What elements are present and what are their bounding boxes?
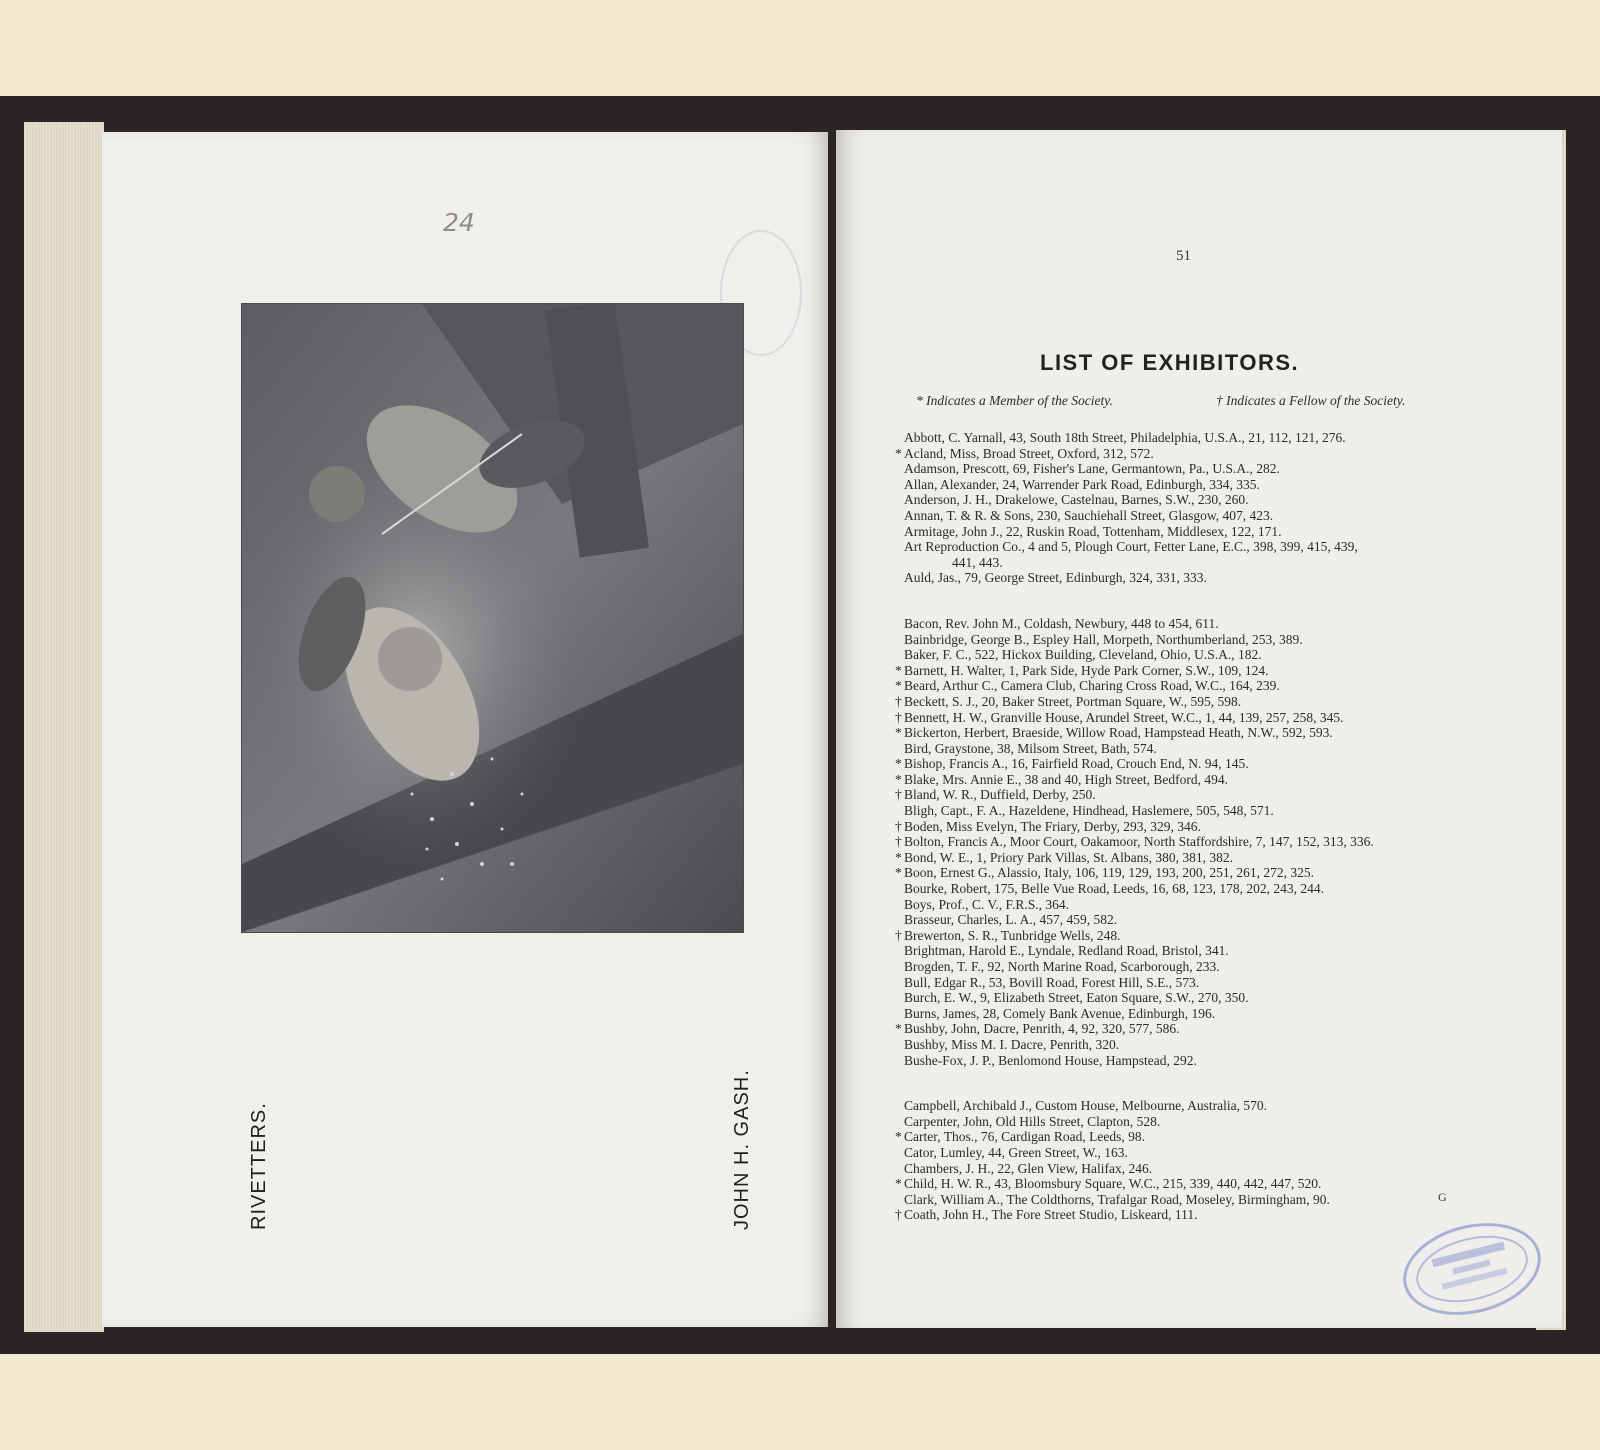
entry-text: Acland, Miss, Broad Street, Oxford, 312, 572.: [904, 445, 1154, 461]
exhibitor-entry: [895, 693, 1504, 710]
exhibitor-entry: [904, 524, 1504, 540]
exhibitor-entry: [904, 1037, 1504, 1053]
exhibitor-entry: [904, 570, 1504, 586]
exhibitor-entry: [895, 678, 1504, 694]
exhibitor-group-c: [895, 1098, 1504, 1223]
entry-text: Campbell, Archibald J., Custom House, Melbourne, Australia, 570.: [904, 1098, 1267, 1114]
entry-text: Brightman, Harold E., Lyndale, Redland Road, Bristol, 341.: [904, 943, 1229, 959]
exhibitor-entry: [904, 959, 1504, 975]
entry-text: Bligh, Capt., F. A., Hazeldene, Hindhead, Haslemere, 505, 548, 571.: [904, 803, 1274, 819]
exhibitor-entry: [904, 803, 1504, 819]
exhibitor-entry: [904, 539, 1504, 555]
entry-mark: *: [895, 725, 902, 741]
exhibitor-entry: [904, 943, 1504, 959]
entry-text: Bennett, H. W., Granville House, Arundel Street, W.C., 1, 44, 139, 257, 258, 345.: [904, 709, 1344, 725]
entry-mark: *: [895, 849, 902, 865]
entry-mark: †: [895, 693, 902, 709]
exhibitor-entry: [895, 445, 1504, 462]
entry-continuation: 441, 443.: [952, 554, 1003, 570]
exhibitor-entry: [895, 1207, 1504, 1223]
entry-text: Barnett, H. Walter, 1, Park Side, Hyde Park Corner, S.W., 109, 124.: [904, 662, 1269, 678]
handwritten-page-number: 24: [443, 208, 475, 237]
entry-mark: †: [895, 787, 902, 803]
exhibitor-entry: [895, 771, 1504, 788]
entry-text: Bainbridge, George B., Espley Hall, Morpeth, Northumberland, 253, 389.: [904, 631, 1303, 647]
exhibitor-entry: [895, 662, 1504, 679]
entry-text: Brogden, T. F., 92, North Marine Road, Scarborough, 233.: [904, 959, 1220, 974]
entry-mark: *: [895, 1176, 902, 1192]
entry-text: Carpenter, John, Old Hills Street, Clapton, 528.: [904, 1113, 1161, 1129]
plate-photograph: [241, 303, 744, 933]
entry-text: Bishop, Francis A., 16, Fairfield Road, Crouch End, N. 94, 145.: [904, 756, 1249, 772]
entry-mark: †: [895, 709, 902, 725]
entry-text: Bull, Edgar R., 53, Bovill Road, Forest Hill, S.E., 573.: [904, 974, 1200, 990]
entry-text: Allan, Alexander, 24, Warrender Park Road, Edinburgh, 334, 335.: [904, 476, 1260, 492]
entry-text: Burns, James, 28, Comely Bank Avenue, Edinburgh, 196.: [904, 1005, 1216, 1021]
exhibitor-entry: [895, 709, 1504, 726]
exhibitor-entry: [904, 1114, 1504, 1130]
entry-mark: †: [895, 834, 902, 850]
exhibitor-entry: [904, 477, 1504, 493]
exhibitor-entry: [904, 975, 1504, 991]
entry-mark: *: [895, 756, 902, 772]
entry-text: Boon, Ernest G., Alassio, Italy, 106, 119, 129, 193, 200, 251, 261, 272, 325.: [904, 865, 1314, 881]
entry-text: Bacon, Rev. John M., Coldash, Newbury, 448 to 454, 611.: [904, 615, 1219, 631]
entry-text: Bond, W. E., 1, Priory Park Villas, St. Albans, 380, 381, 382.: [904, 849, 1233, 865]
exhibitor-list: [895, 430, 1504, 1223]
entry-text: Baker, F. C., 522, Hickox Building, Cleveland, Ohio, U.S.A., 182.: [904, 647, 1262, 663]
exhibitor-entry: [904, 741, 1504, 757]
exhibitor-entry: [904, 1006, 1504, 1022]
entry-text: Bushe-Fox, J. P., Benlomond House, Hampstead, 292.: [904, 1052, 1197, 1068]
entry-mark: *: [895, 678, 902, 694]
entry-text: Brasseur, Charles, L. A., 457, 459, 582.: [904, 912, 1118, 928]
exhibitor-entry: [895, 756, 1504, 772]
plate-author: JOHN H. GASH.: [731, 1069, 753, 1230]
exhibitor-entry: [904, 990, 1504, 1006]
entry-mark: †: [895, 818, 902, 834]
exhibitor-entry: [904, 912, 1504, 928]
entry-text: Brewerton, S. R., Tunbridge Wells, 248.: [904, 927, 1121, 943]
entry-text: Bolton, Francis A., Moor Court, Oakamoor, North Staffordshire, 7, 147, 152, 313, 336.: [904, 834, 1374, 850]
exhibitor-entry: [895, 787, 1504, 803]
entry-text: Bickerton, Herbert, Braeside, Willow Road, Hampstead Heath, N.W., 592, 593.: [904, 725, 1333, 741]
exhibitor-entry: [904, 1053, 1504, 1069]
exhibitor-entry: [904, 492, 1504, 508]
legend-member: * Indicates a Member of the Society.: [916, 393, 1113, 408]
entry-text: Carter, Thos., 76, Cardigan Road, Leeds, 98.: [904, 1129, 1146, 1145]
entry-mark: *: [895, 1021, 902, 1037]
exhibitor-group-b: [895, 615, 1504, 1068]
exhibitor-entry: [895, 1176, 1504, 1192]
exhibitor-entry: [895, 1129, 1504, 1145]
page-edges-left: [24, 122, 104, 1332]
entry-text: Clark, William A., The Coldthorns, Trafalgar Road, Moseley, Birmingham, 90.: [904, 1191, 1330, 1207]
page-heading: LIST OF EXHIBITORS.: [1040, 350, 1300, 375]
exhibitor-entry: [904, 647, 1504, 663]
exhibitor-entry: [895, 834, 1504, 850]
entry-text: Blake, Mrs. Annie E., 38 and 40, High Street, Bedford, 494.: [904, 771, 1228, 787]
entry-text: Adamson, Prescott, 69, Fisher's Lane, Germantown, Pa., U.S.A., 282.: [904, 461, 1280, 477]
entry-mark: *: [895, 662, 902, 678]
entry-mark: *: [895, 445, 902, 461]
exhibitor-entry: [904, 881, 1504, 897]
entry-mark: *: [895, 1129, 902, 1145]
exhibitor-entry: [904, 508, 1504, 524]
entry-text: Bird, Graystone, 38, Milsom Street, Bath, 574.: [904, 740, 1157, 756]
legend-fellow: † Indicates a Fellow of the Society.: [1216, 393, 1406, 408]
exhibitor-entry: [904, 616, 1504, 632]
entry-mark: *: [895, 865, 902, 881]
entry-text: Boys, Prof., C. V., F.R.S., 364.: [904, 896, 1069, 912]
entry-mark: †: [895, 927, 902, 943]
entry-text: Annan, T. & R. & Sons, 230, Sauchiehall Street, Glasgow, 407, 423.: [904, 507, 1274, 523]
exhibitor-entry: [904, 1145, 1504, 1161]
exhibitor-entry: [904, 1192, 1504, 1208]
entry-text: Boden, Miss Evelyn, The Friary, Derby, 293, 329, 346.: [904, 818, 1201, 834]
exhibitor-group-a: [895, 430, 1504, 586]
exhibitor-entry: [904, 1098, 1504, 1114]
exhibitor-entry: [895, 818, 1504, 835]
entry-text: Abbott, C. Yarnall, 43, South 18th Street, Philadelphia, U.S.A., 21, 112, 121, 276.: [904, 430, 1346, 445]
exhibitor-entry: [895, 849, 1504, 866]
exhibitor-entry: [895, 1021, 1504, 1037]
entry-text: Chambers, J. H., 22, Glen View, Halifax, 246.: [904, 1160, 1153, 1176]
exhibitor-entry: [895, 865, 1504, 881]
signature-mark: G: [1438, 1190, 1447, 1204]
exhibitor-entry: [904, 632, 1504, 648]
entry-text: Armitage, John J., 22, Ruskin Road, Tottenham, Middlesex, 122, 171.: [904, 523, 1282, 539]
exhibitor-entry: [895, 725, 1504, 741]
exhibitor-entry: [904, 1161, 1504, 1177]
exhibitor-entry: [904, 461, 1504, 477]
entry-text: Bushby, John, Dacre, Penrith, 4, 92, 320, 577, 586.: [904, 1021, 1180, 1037]
entry-text: Anderson, J. H., Drakelowe, Castelnau, Barnes, S.W., 230, 260.: [904, 492, 1249, 508]
entry-text: Bourke, Robert, 175, Belle Vue Road, Leeds, 16, 68, 123, 178, 202, 243, 244.: [904, 881, 1325, 897]
entry-text: Coath, John H., The Fore Street Studio, Liskeard, 111.: [904, 1207, 1198, 1223]
legend: [916, 393, 1476, 409]
entry-text: Child, H. W. R., 43, Bloomsbury Square, W.C., 215, 339, 440, 442, 447, 520.: [904, 1176, 1322, 1192]
exhibitor-entry: [904, 430, 1504, 446]
exhibitor-entry: [904, 897, 1504, 913]
plate-title: RIVETTERS.: [248, 1102, 270, 1230]
entry-text: Auld, Jas., 79, George Street, Edinburgh, 324, 331, 333.: [904, 570, 1207, 586]
entry-text: Beard, Arthur C., Camera Club, Charing Cross Road, W.C., 164, 239.: [904, 678, 1280, 694]
entry-text: Cator, Lumley, 44, Green Street, W., 163.: [904, 1144, 1128, 1160]
entry-text: Bland, W. R., Duffield, Derby, 250.: [904, 787, 1096, 803]
entry-text: Bushby, Miss M. I. Dacre, Penrith, 320.: [904, 1036, 1120, 1052]
entry-text: Burch, E. W., 9, Elizabeth Street, Eaton Square, S.W., 270, 350.: [904, 990, 1249, 1006]
entry-text: Art Reproduction Co., 4 and 5, Plough Court, Fetter Lane, E.C., 398, 399, 415, 439,: [904, 539, 1358, 555]
exhibitor-entry: [895, 927, 1504, 944]
entry-mark: *: [895, 771, 902, 787]
entry-text: Beckett, S. J., 20, Baker Street, Portman Square, W., 595, 598.: [904, 693, 1242, 709]
page-number: 51: [1176, 248, 1191, 264]
entry-mark: †: [895, 1207, 902, 1223]
